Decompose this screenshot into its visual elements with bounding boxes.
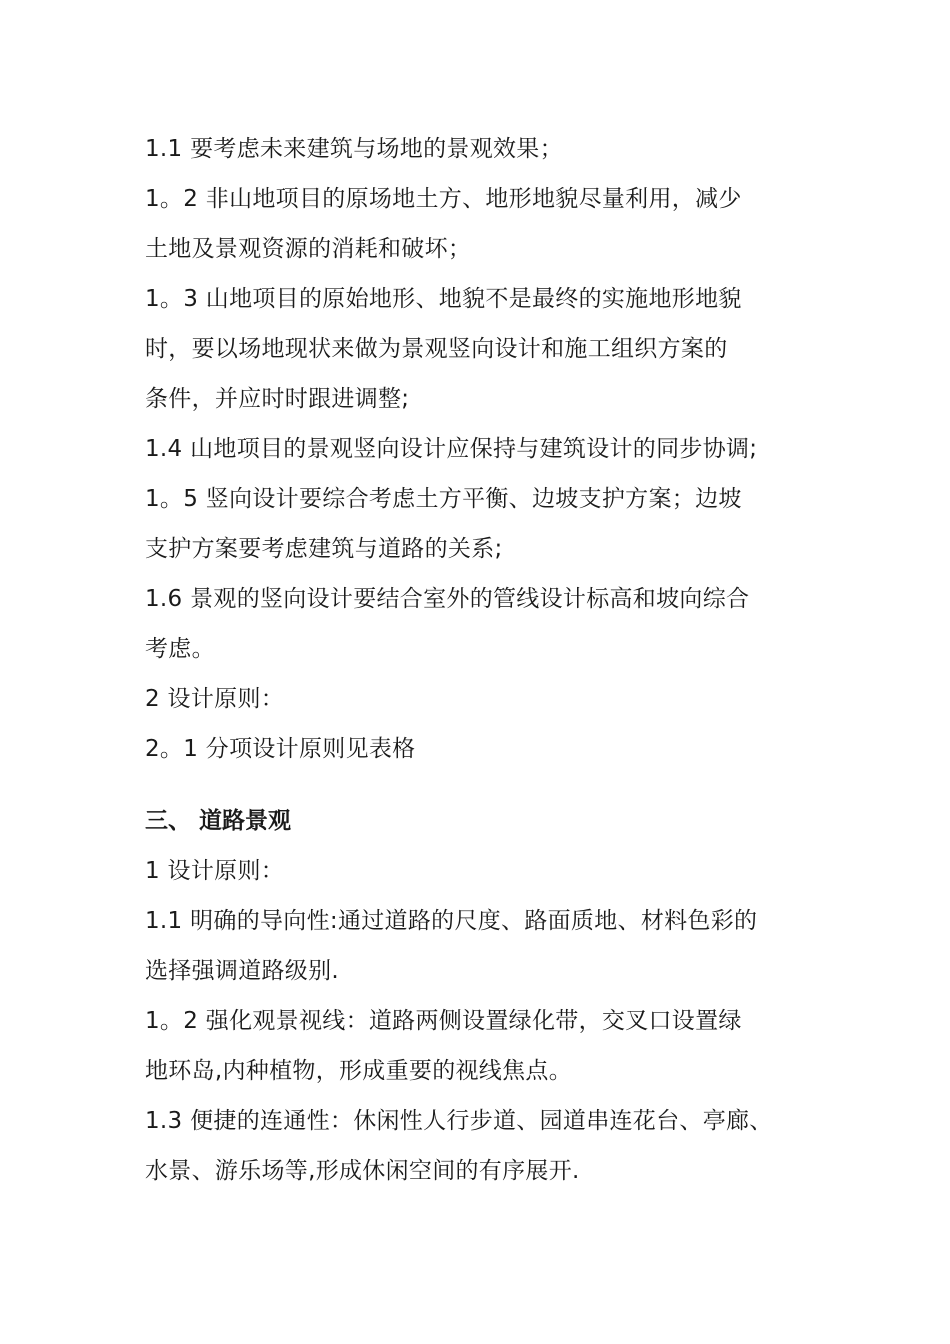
text-line: 条件，并应时时跟进调整; [145, 386, 410, 412]
text-line: 支护方案要考虑建筑与道路的关系; [145, 536, 503, 562]
text-line: 1。2 非山地项目的原场地土方、地形地貌尽量利用，减少 [145, 186, 742, 212]
text-line: 1。3 山地项目的原始地形、地貌不是最终的实施地形地貌 [145, 286, 742, 312]
text-line: 1.4 山地项目的景观竖向设计应保持与建筑设计的同步协调; [145, 436, 758, 462]
text-line: 1.3 便捷的连通性：休闲性人行步道、园道串连花台、亭廊、 [145, 1108, 773, 1134]
text-line: 1.1 要考虑未来建筑与场地的景观效果； [145, 136, 563, 162]
text-line: 1 设计原则： [145, 858, 285, 884]
text-line: 2 设计原则： [145, 686, 285, 712]
section-heading: 三、 道路景观 [145, 808, 292, 834]
text-line: 考虑。 [145, 636, 215, 662]
text-line: 选择强调道路级别. [145, 958, 340, 984]
document-body [145, 124, 835, 1196]
text-line: 时，要以场地现状来做为景观竖向设计和施工组织方案的 [145, 336, 728, 362]
text-line: 土地及景观资源的消耗和破坏； [145, 236, 472, 262]
text-line: 1.6 景观的竖向设计要结合室外的管线设计标高和坡向综合 [145, 586, 750, 612]
text-line: 1.1 明确的导向性:通过道路的尺度、路面质地、材料色彩的 [145, 908, 758, 934]
text-line: 地环岛,内种植物，形成重要的视线焦点。 [145, 1058, 573, 1084]
text-line: 水景、游乐场等,形成休闲空间的有序展开. [145, 1158, 580, 1184]
text-line: 1。2 强化观景视线：道路两侧设置绿化带，交叉口设置绿 [145, 1008, 742, 1034]
text-line: 1。5 竖向设计要综合考虑土方平衡、边坡支护方案；边坡 [145, 486, 742, 512]
text-line: 2。1 分项设计原则见表格 [145, 736, 416, 762]
